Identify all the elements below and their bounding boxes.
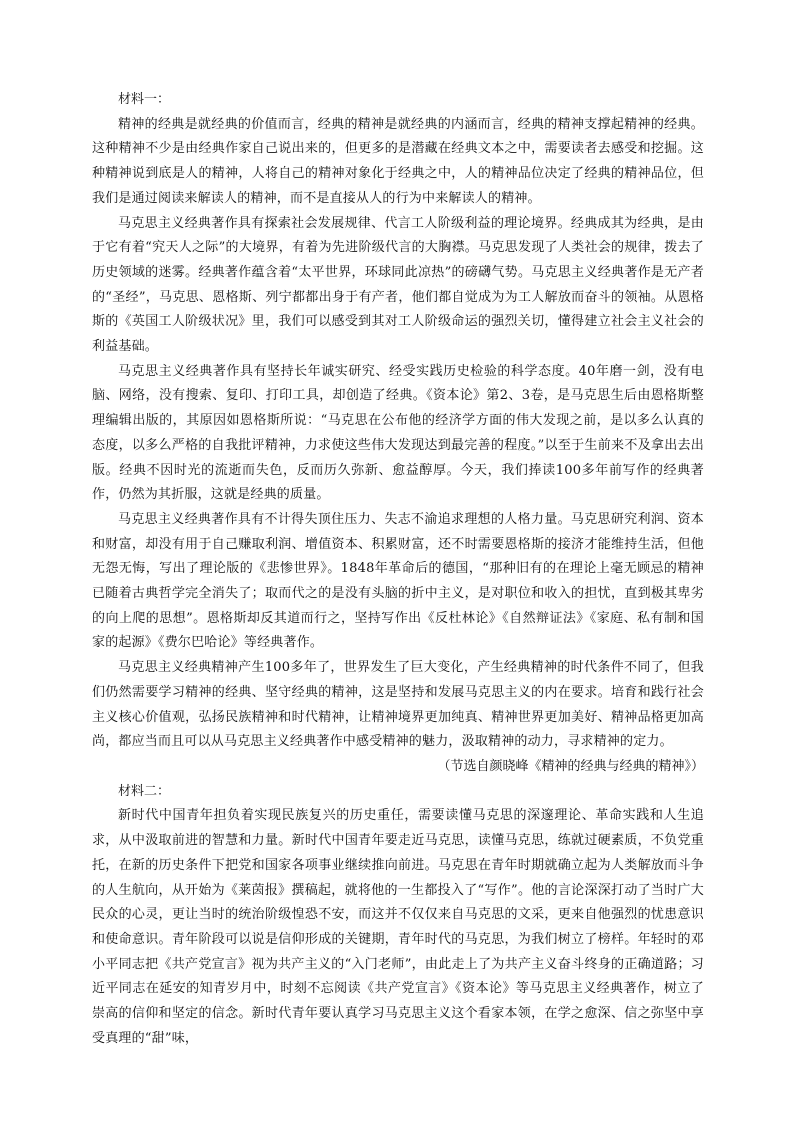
- material-two-paragraph-1: 新时代中国青年担负着实现民族复兴的历史重任，需要读懂马克思的深邃理论、革命实践和人生追求，从中汲取前进的智慧和力量。新时代中国青年要走近马克思，读懂马克思，练就过硬素质，不负党重托，在新的历史条件下把党和国家各项事业继续推向前进。马克思在青年时期就确立起为人类解放而斗争的人生航向，从开始为《莱茵报》撰稿起，就将他的一生都投入了“写作”。他的言论深深打动了当时广大民众的心灵，更让当时的统治阶级惶恐不安，而这并不仅仅来自马克思的文采，更来自他强烈的忧患意识和使命意识。青年阶段可以说是信仰形成的关键期，青年时代的马克思，为我们树立了榜样。年轻时的邓小平同志把《共产党宣言》视为共产主义的“入门老师”，由此走上了为共产主义奋斗终身的正确道路；习近平同志在延安的知青岁月中，时刻不忘阅读《共产党宣言》《资本论》等马克思主义经典著作，树立了崇高的信仰和坚定的信念。新时代青年要认真学习马克思主义这个看家本领，在学之愈深、信之弥坚中享受真理的“甜”味，: [92, 808, 704, 1046]
- material-one-source: （节选自颜晓峰《精神的经典与经典的精神》）: [437, 758, 704, 774]
- document-body: [92, 88, 704, 1051]
- material-one-paragraph-4: 马克思主义经典著作具有不计得失顶住压力、失志不渝追求理想的人格力量。马克思研究利润、资本和财富，却没有用于自己赚取利润、增值资本、积累财富，还不时需要恩格斯的接济才能维持生活，但他无怨无悔，写出了理论版的《悲惨世界》。1848年革命后的德国，“那种旧有的在理论上毫无顾忌的精神已随着古典哲学完全消失了；取而代之的是没有头脑的折中主义，是对职位和收入的担忧，直到极其卑劣的向上爬的思想”。恩格斯却反其道而行之，坚持写作出《反杜林论》《自然辩证法》《家庭、私有制和国家的起源》《费尔巴哈论》等经典著作。: [92, 511, 704, 651]
- material-one-paragraph-3: 马克思主义经典著作具有坚持长年诚实研究、经受实践历史检验的科学态度。40年磨一剑，没有电脑、网络，没有搜索、复印、打印工具，却创造了经典。《资本论》第2、3卷，是马克思生后由恩格斯整理编辑出版的，其原因如恩格斯所说：“马克思在公布他的经济学方面的伟大发现之前，是以多么认真的态度，以多么严格的自我批评精神，力求使这些伟大发现达到最完善的程度。”以至于生前来不及拿出去出版。经典不因时光的流逝而失色，反而历久弥新、愈益醇厚。今天，我们捧读100多年前写作的经典著作，仍然为其折服，这就是经典的质量。: [92, 363, 704, 503]
- material-one-heading: 材料一：: [118, 92, 171, 107]
- material-two-heading: 材料二：: [118, 783, 171, 799]
- material-one-paragraph-2: 马克思主义经典著作具有探索社会发展规律、代言工人阶级利益的理论境界。经典成其为经典，是由于它有着“究天人之际”的大境界，有着为先进阶级代言的大胸襟。马克思发现了人类社会的规律，拨去了历史领域的迷雾。经典著作蕴含着“太平世界，环球同此凉热”的磅礴气势。马克思主义经典著作是无产者的“圣经”，马克思、恩格斯、列宁都都出身于有产者，他们都自觉成为为工人解放而奋斗的领袖。从恩格斯的《英国工人阶级状况》里，我们可以感受到其对工人阶级命运的强烈关切，懂得建立社会主义社会的利益基础。: [92, 215, 704, 355]
- material-one-paragraph-5: 马克思主义经典精神产生100多年了，世界发生了巨大变化，产生经典精神的时代条件不同了，但我们仍然需要学习精神的经典、坚守经典的精神，这是坚持和发展马克思主义的内在要求。培育和践行社会主义核心价值观，弘扬民族精神和时代精神，让精神境界更加纯真、精神世界更加美好、精神品格更加高尚，都应当而且可以从马克思主义经典著作中感受精神的魅力，汲取精神的动力，寻求精神的定力。: [92, 660, 704, 750]
- material-one-paragraph-1: 精神的经典是就经典的价值而言，经典的精神是就经典的内涵而言，经典的精神支撑起精神的经典。这种精神不少是由经典作家自己说出来的，但更多的是潜藏在经典文本之中，需要读者去感受和挖掘。这种精神说到底是人的精神，人将自己的精神对象化于经典之中，人的精神品位决定了经典的精神品位，但我们是通过阅读来解读人的精神，而不是直接从人的行为中来解读人的精神。: [92, 116, 704, 206]
